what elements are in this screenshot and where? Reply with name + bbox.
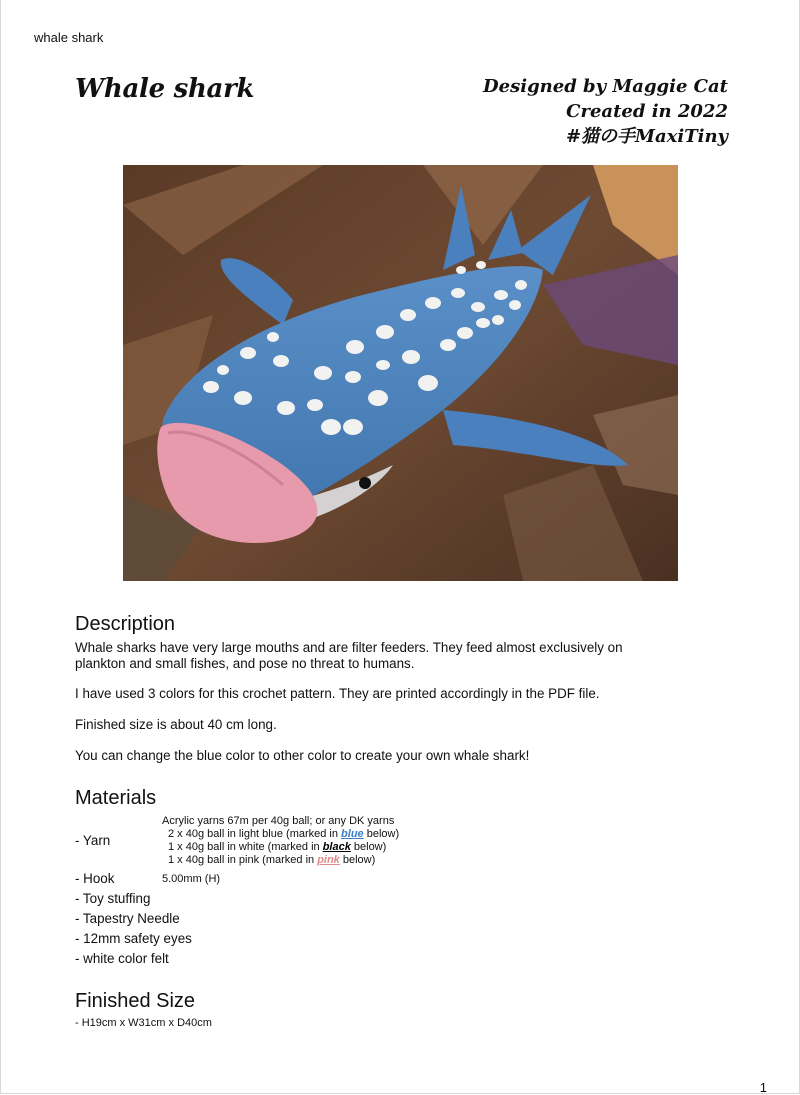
credits-block [483, 74, 728, 149]
description-heading: Description [75, 613, 176, 635]
color-word-black: black [322, 841, 351, 853]
color-word-blue: blue [341, 828, 364, 840]
material-item: - Tapestry Needle [75, 911, 180, 926]
materials-heading: Materials [75, 787, 157, 809]
material-item: - white color felt [75, 951, 169, 966]
yarn-line-white: 1 x 40g ball in white (marked in black below) [168, 841, 387, 853]
yarn-label: - Yarn [75, 833, 111, 848]
hook-label: - Hook [75, 871, 115, 886]
description-paragraph: You can change the blue color to other color to create your own whale shark! [75, 748, 530, 763]
color-word-pink: pink [317, 854, 340, 866]
hashtag: #猫の手MaxiTiny [565, 126, 728, 147]
material-item: - 12mm safety eyes [75, 931, 192, 946]
created-year: Created in 2022 [566, 101, 728, 122]
description-paragraph: Finished size is about 40 cm long. [75, 717, 277, 732]
description-paragraph: I have used 3 colors for this crochet pattern. They are printed accordingly in the PDF file. [75, 686, 600, 701]
finished-size-heading: Finished Size [75, 990, 196, 1012]
material-item: - Toy stuffing [75, 891, 151, 906]
finished-size-value: - H19cm x W31cm x D40cm [75, 1017, 212, 1029]
designer-credit: Designed by Maggie Cat [483, 76, 728, 97]
page-number: 1 [759, 1080, 767, 1095]
description-paragraph: Whale sharks have very large mouths and are filter feeders. They feed almost exclusively on plankton and small fishes, and pose no threat to humans. [75, 640, 623, 671]
header-label: whale shark [34, 30, 104, 45]
hook-size: 5.00mm (H) [162, 873, 221, 885]
yarn-intro: Acrylic yarns 67m per 40g ball; or any DK yarns [162, 815, 395, 827]
yarn-line-pink: 1 x 40g ball in pink (marked in pink below) [168, 854, 376, 866]
page-title: Whale shark [75, 74, 255, 104]
whale-shark-photo [123, 165, 678, 581]
yarn-details [162, 815, 399, 867]
yarn-line-blue: 2 x 40g ball in light blue (marked in blue below) [168, 828, 400, 840]
